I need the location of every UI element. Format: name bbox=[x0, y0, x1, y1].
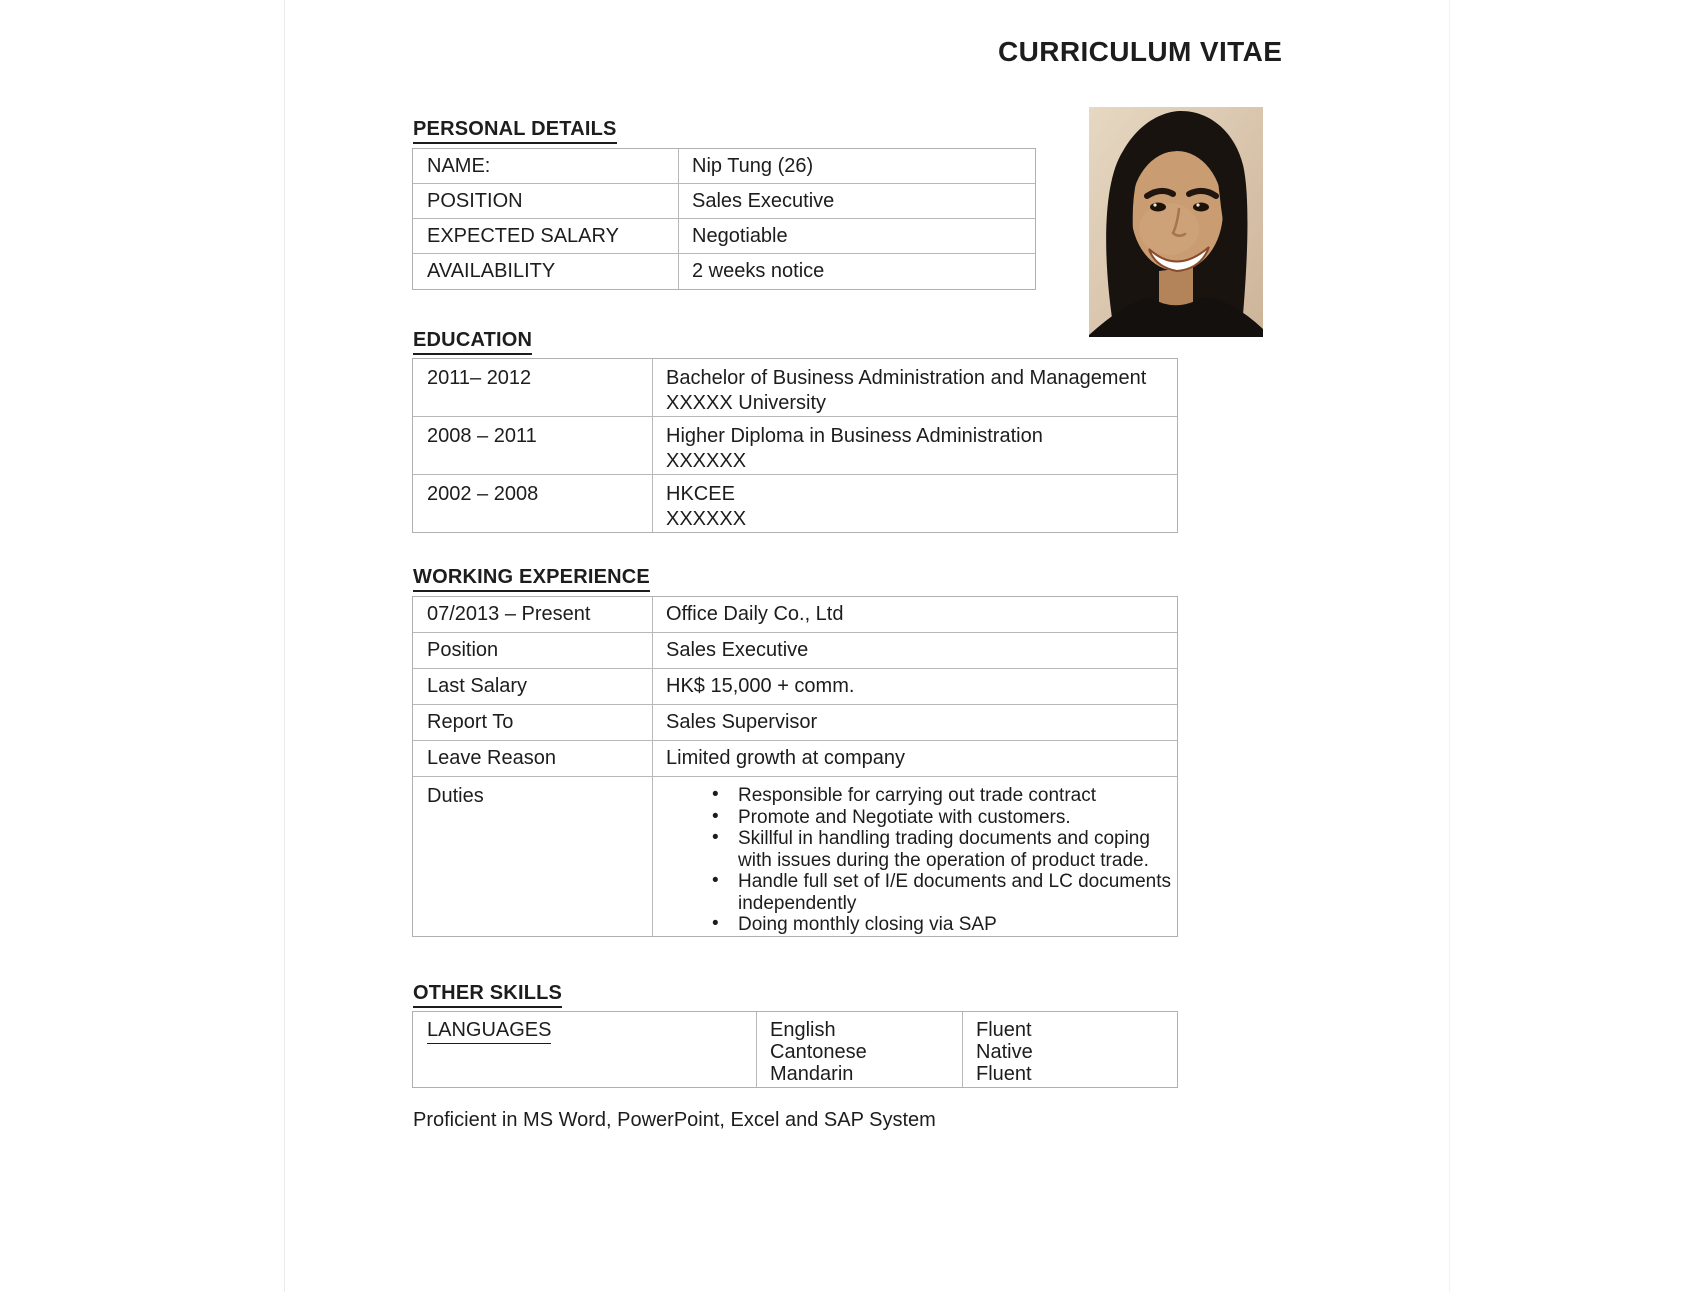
education-school: XXXXXX bbox=[666, 508, 747, 530]
row-label: Position bbox=[413, 633, 653, 668]
other-skills-table bbox=[412, 1011, 1178, 1088]
row-label: POSITION bbox=[413, 184, 679, 218]
row-value: Sales Executive bbox=[692, 190, 835, 212]
page-right-edge bbox=[1449, 0, 1450, 1292]
languages-list bbox=[757, 1012, 963, 1087]
row-label: AVAILABILITY bbox=[413, 254, 679, 289]
education-school: XXXXXX bbox=[666, 450, 747, 472]
personal-details-table bbox=[412, 148, 1036, 290]
language-item: Cantonese bbox=[770, 1041, 867, 1063]
languages-row bbox=[413, 1012, 1177, 1087]
education-heading: EDUCATION bbox=[413, 329, 532, 355]
language-level-item: Fluent bbox=[976, 1063, 1032, 1085]
table-row bbox=[413, 633, 1177, 669]
row-value: Limited growth at company bbox=[666, 747, 906, 769]
row-label: EXPECTED SALARY bbox=[413, 219, 679, 253]
duty-bullet-item: • Handle full set of I/E documents and LC documents independently bbox=[706, 871, 1173, 914]
language-item: English bbox=[770, 1019, 836, 1041]
other-skills-heading: OTHER SKILLS bbox=[413, 982, 562, 1008]
working-experience-table bbox=[412, 596, 1178, 937]
row-value: Sales Supervisor bbox=[666, 711, 818, 733]
row-label: Duties bbox=[413, 777, 653, 936]
table-row bbox=[413, 417, 1177, 475]
language-level-item: Fluent bbox=[976, 1019, 1032, 1041]
table-row bbox=[413, 741, 1177, 777]
row-value: HK$ 15,000 + comm. bbox=[666, 675, 855, 697]
language-levels-list bbox=[963, 1012, 1177, 1087]
language-level-item: Native bbox=[976, 1041, 1033, 1063]
row-label: 07/2013 – Present bbox=[413, 597, 653, 632]
education-degree: HKCEE bbox=[666, 483, 735, 505]
duty-bullet-item: • Promote and Negotiate with customers. bbox=[706, 807, 1173, 829]
personal-details-heading: PERSONAL DETAILS bbox=[413, 118, 617, 144]
portrait-photo bbox=[1089, 107, 1263, 337]
row-value: Office Daily Co., Ltd bbox=[666, 603, 844, 625]
portrait-photo-image bbox=[1089, 107, 1263, 337]
row-value: 2 weeks notice bbox=[692, 260, 825, 282]
document-title: CURRICULUM VITAE bbox=[998, 36, 1283, 67]
table-row bbox=[413, 669, 1177, 705]
row-label: Report To bbox=[413, 705, 653, 740]
table-row bbox=[413, 359, 1177, 417]
duty-bullet-item: • Doing monthly closing via SAP bbox=[706, 914, 1173, 936]
education-period: 2008 – 2011 bbox=[413, 417, 653, 474]
education-detail bbox=[653, 359, 1177, 416]
row-value: Negotiable bbox=[692, 225, 788, 247]
languages-label: LANGUAGES bbox=[413, 1012, 757, 1087]
row-value: Nip Tung (26) bbox=[692, 155, 814, 177]
education-period: 2011– 2012 bbox=[413, 359, 653, 416]
row-label: Last Salary bbox=[413, 669, 653, 704]
table-row bbox=[413, 184, 1035, 219]
duties-row bbox=[413, 777, 1177, 936]
duties-list bbox=[653, 777, 1177, 936]
row-label: Leave Reason bbox=[413, 741, 653, 776]
table-row bbox=[413, 149, 1035, 184]
working-experience-heading: WORKING EXPERIENCE bbox=[413, 566, 650, 592]
education-table bbox=[412, 358, 1178, 533]
table-row bbox=[413, 219, 1035, 254]
table-row bbox=[413, 254, 1035, 289]
language-item: Mandarin bbox=[770, 1063, 854, 1085]
education-period: 2002 – 2008 bbox=[413, 475, 653, 532]
row-label: NAME: bbox=[413, 149, 679, 183]
education-degree: Bachelor of Business Administration and Management bbox=[666, 367, 1147, 389]
duty-bullet-item: • Skillful in handling trading documents and coping with issues during the operation of product trade. bbox=[706, 828, 1173, 871]
table-row bbox=[413, 597, 1177, 633]
proficiency-note: Proficient in MS Word, PowerPoint, Excel and SAP System bbox=[413, 1109, 936, 1131]
table-row bbox=[413, 475, 1177, 532]
education-school: XXXXX University bbox=[666, 392, 827, 414]
page-left-edge bbox=[284, 0, 285, 1292]
education-detail bbox=[653, 417, 1177, 474]
row-value: Sales Executive bbox=[666, 639, 809, 661]
table-row bbox=[413, 705, 1177, 741]
education-detail bbox=[653, 475, 1177, 532]
duty-bullet-item: • Responsible for carrying out trade contract bbox=[706, 785, 1173, 807]
education-degree: Higher Diploma in Business Administration bbox=[666, 425, 1043, 447]
